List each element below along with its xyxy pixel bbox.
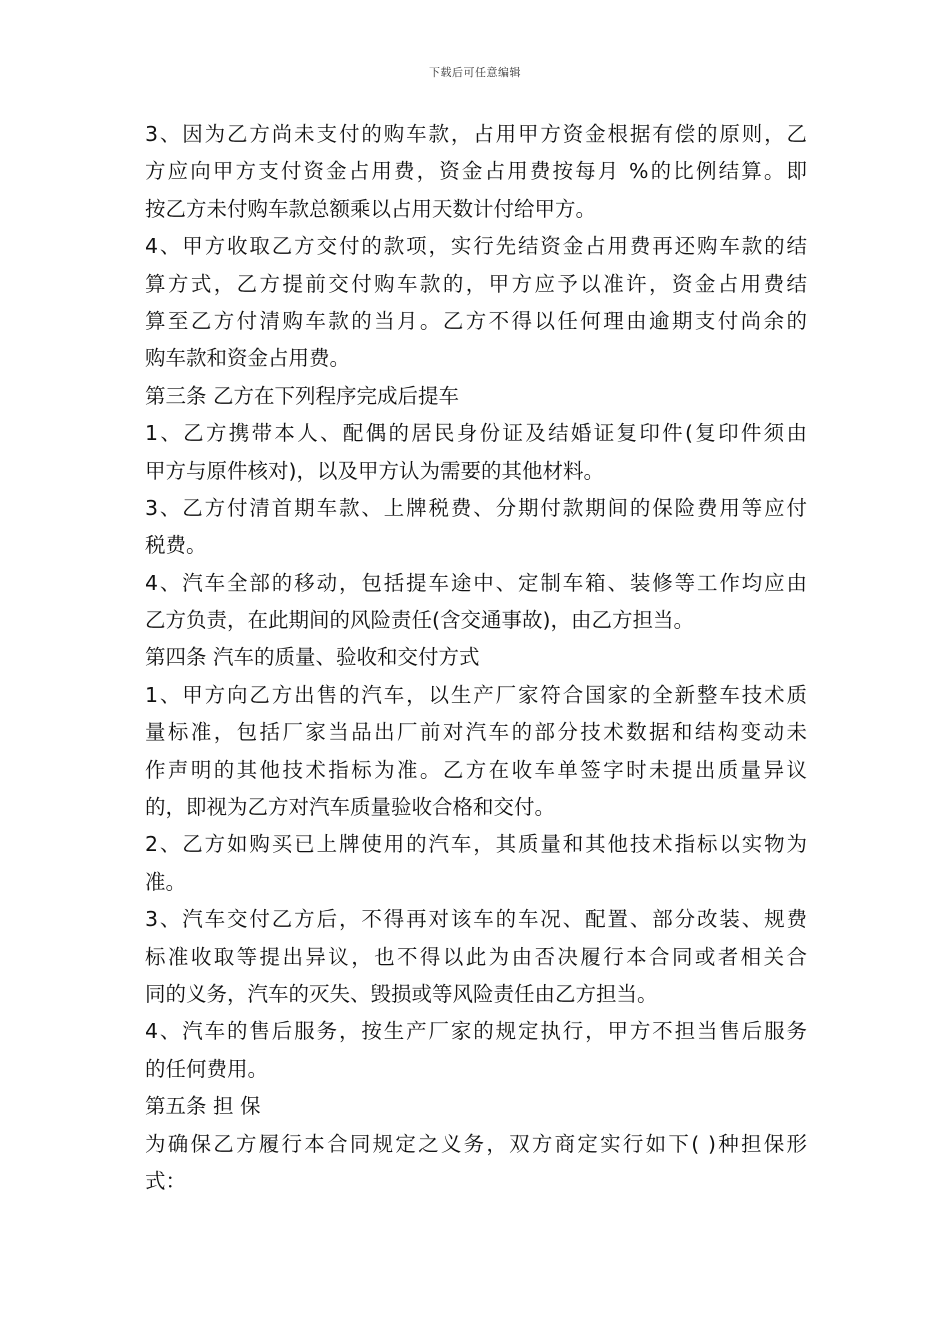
text-line: 2、乙方如购买已上牌使用的汽车，其质量和其他技术指标以实物为 xyxy=(145,832,807,857)
text-line: 1、乙方携带本人、配偶的居民身份证及结婚证复印件(复印件须由 xyxy=(145,421,807,446)
text-line: 作声明的其他技术指标为准。乙方在收车单签字时未提出质量异议 xyxy=(145,757,807,782)
text-line: 乙方负责，在此期间的风险责任(含交通事故)，由乙方担当。 xyxy=(145,608,694,633)
text-line: 甲方与原件核对)，以及甲方认为需要的其他材料。 xyxy=(145,458,604,483)
text-line: 式： xyxy=(145,1168,186,1193)
text-line: 第五条 担 保 xyxy=(145,1094,261,1119)
text-line: 4、甲方收取乙方交付的款项，实行先结资金占用费再还购车款的结 xyxy=(145,234,807,259)
text-line: 的，即视为乙方对汽车质量验收合格和交付。 xyxy=(145,795,555,820)
text-line: 的任何费用。 xyxy=(145,1056,268,1081)
text-line: 购车款和资金占用费。 xyxy=(145,346,350,371)
text-line: 3、因为乙方尚未支付的购车款，占用甲方资金根据有偿的原则，乙 xyxy=(145,122,807,146)
text-line: 量标准，包括厂家当品出厂前对汽车的部分技术数据和结构变动未 xyxy=(145,720,807,745)
text-line: 4、汽车全部的移动，包括提车途中、定制车箱、装修等工作均应由 xyxy=(145,570,807,595)
text-line: 4、汽车的售后服务，按生产厂家的规定执行，甲方不担当售后服务 xyxy=(145,1019,807,1044)
text-line: 标准收取等提出异议，也不得以此为由否决履行本合同或者相关合 xyxy=(145,944,807,969)
text-line: 算至乙方付清购车款的当月。乙方不得以任何理由逾期支付尚余的 xyxy=(145,308,807,333)
text-line: 税费。 xyxy=(145,533,207,558)
text-line: 算方式，乙方提前交付购车款的，甲方应予以准许，资金占用费结 xyxy=(145,271,807,296)
text-line: 1、甲方向乙方出售的汽车，以生产厂家符合国家的全新整车技术质 xyxy=(145,682,807,707)
text-line: 按乙方未付购车款总额乘以占用天数计付给甲方。 xyxy=(145,196,596,221)
text-line: 为确保乙方履行本合同规定之义务，双方商定实行如下( )种担保形 xyxy=(145,1131,807,1156)
text-line: 第四条 汽车的质量、验收和交付方式 xyxy=(145,645,480,670)
text-line: 3、乙方付清首期车款、上牌税费、分期付款期间的保险费用等应付 xyxy=(145,495,807,520)
text-line: 第三条 乙方在下列程序完成后提车 xyxy=(145,383,460,408)
text-line: 3、汽车交付乙方后，不得再对该车的车况、配置、部分改装、规费 xyxy=(145,907,807,932)
contract-body xyxy=(145,116,807,1200)
text-line: 准。 xyxy=(145,869,186,894)
page-header: 下载后可任意编辑 xyxy=(429,66,521,79)
text-line: 方应向甲方支付资金占用费，资金占用费按每月 %的比例结算。即 xyxy=(145,159,807,184)
text-line: 同的义务，汽车的灭失、毁损或等风险责任由乙方担当。 xyxy=(145,981,658,1006)
